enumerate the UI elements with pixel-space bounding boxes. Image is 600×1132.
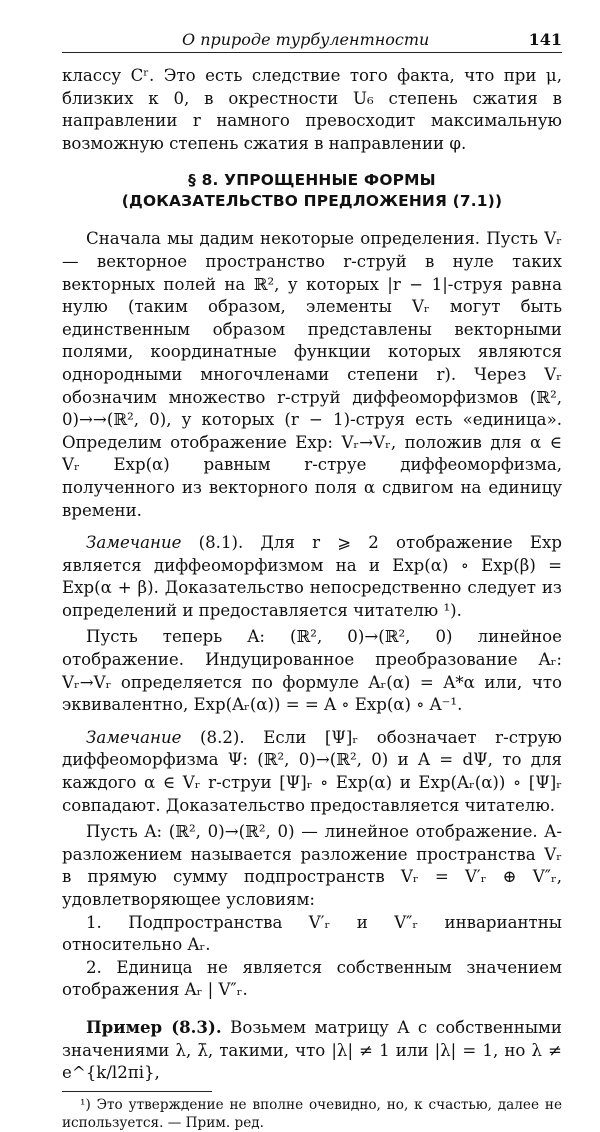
remark-8-2-text: (8.2). Если [Ψ]ᵣ обозначает r-струю диффеоморфизма Ψ: (ℝ², 0)→(ℝ², 0) и A = dΨ, то для каждого α ∈ Vᵣ r-струи [Ψ]ᵣ ∘ Exp(α) и Exp(Aᵣ(α)) ∘ [Ψ]ᵣ совпадают. Доказательство предоставляется читателю. [62, 727, 562, 815]
footnote: ¹) Это утверждение не вполне очевидно, но, к счастью, далее не используется. — Прим. ред. [62, 1096, 562, 1131]
remark-8-1 [62, 532, 562, 622]
condition-1: 1. Подпространства V′ᵣ и V″ᵣ инвариантны относительно Aᵣ. [62, 912, 562, 955]
page-number: 141 [528, 30, 562, 49]
running-title: О природе турбулентности [182, 30, 430, 49]
remark-8-1-label: Замечание [86, 533, 182, 553]
book-page [62, 28, 562, 1132]
page-header [62, 28, 562, 50]
header-rule [62, 52, 562, 53]
paragraph-definitions: Сначала мы дадим некоторые определения. Пусть Vᵣ — векторное пространство r-струй в нуле таких векторных полей на ℝ², у которых |r − 1|-струя равна нулю (таким образом, элементы Vᵣ могут быть единственным образом представлены векторными полями, координатные функции которых являются однородными многочленами степени r). Через Vᵣ обозначим множество r-струй диффеоморфизмов (ℝ², 0)→→(ℝ², 0), у которых (r − 1)-струя есть «единица». Определим отображение Exp: Vᵣ→Vᵣ, положив для α ∈ Vᵣ Exp(α) равным r-струе диффеоморфизма, полученного из векторного поля α сдвигом на единицу времени. [62, 229, 562, 520]
condition-2: 2. Единица не является собственным значением отображения Aᵣ | V″ᵣ. [62, 957, 562, 1000]
footnote-rule [62, 1091, 212, 1092]
paragraph-induced-map: Пусть теперь A: (ℝ², 0)→(ℝ², 0) линейное отображение. Индуцированное преобразование Aᵣ: Vᵣ→Vᵣ определяется по формуле Aᵣ(α) = A*α или, что эквивалентно, Exp(Aᵣ(α)) = = A ∘ Exp(α) ∘ A⁻¹. [62, 627, 562, 715]
section-title-line-2: (ДОКАЗАТЕЛЬСТВО ПРЕДЛОЖЕНИЯ (7.1)) [121, 192, 503, 211]
example-8-3-label: Пример (8.3). [86, 1016, 222, 1037]
remark-8-2-label: Замечание [86, 727, 182, 747]
paragraph-continuation: классу Cʳ. Это есть следствие того факта, что при μ, близких к 0, в окрестности U₆ степень сжатия в направлении r намного превосходит максимальную возможную степень сжатия в направлении φ. [62, 66, 562, 153]
remark-8-1-text: (8.1). Для r ⩾ 2 отображение Exp является диффеоморфизмом на и Exp(α) ∘ Exp(β) = Exp(α + β). Доказательство непосредственно следует из определений и предоставляется читателю ¹). [62, 533, 562, 620]
example-8-3 [62, 1016, 562, 1085]
example-8-3-text: Возьмем матрицу A с собственными значениями λ, λ̄, такими, что |λ| ≠ 1 или |λ| = 1, но λ ≠ e^{k/l2πi}, [62, 1017, 562, 1083]
paragraph-decomposition: Пусть A: (ℝ², 0)→(ℝ², 0) — линейное отображение. A-разложением называется разложение пространства Vᵣ в прямую сумму подпространств Vᵣ = V′ᵣ ⊕ V″ᵣ, удовлетворяющее условиям: [62, 822, 562, 909]
section-title-line-1: § 8. УПРОЩЕННЫЕ ФОРМЫ [188, 171, 436, 190]
remark-8-2 [62, 727, 562, 817]
section-title [62, 170, 562, 212]
